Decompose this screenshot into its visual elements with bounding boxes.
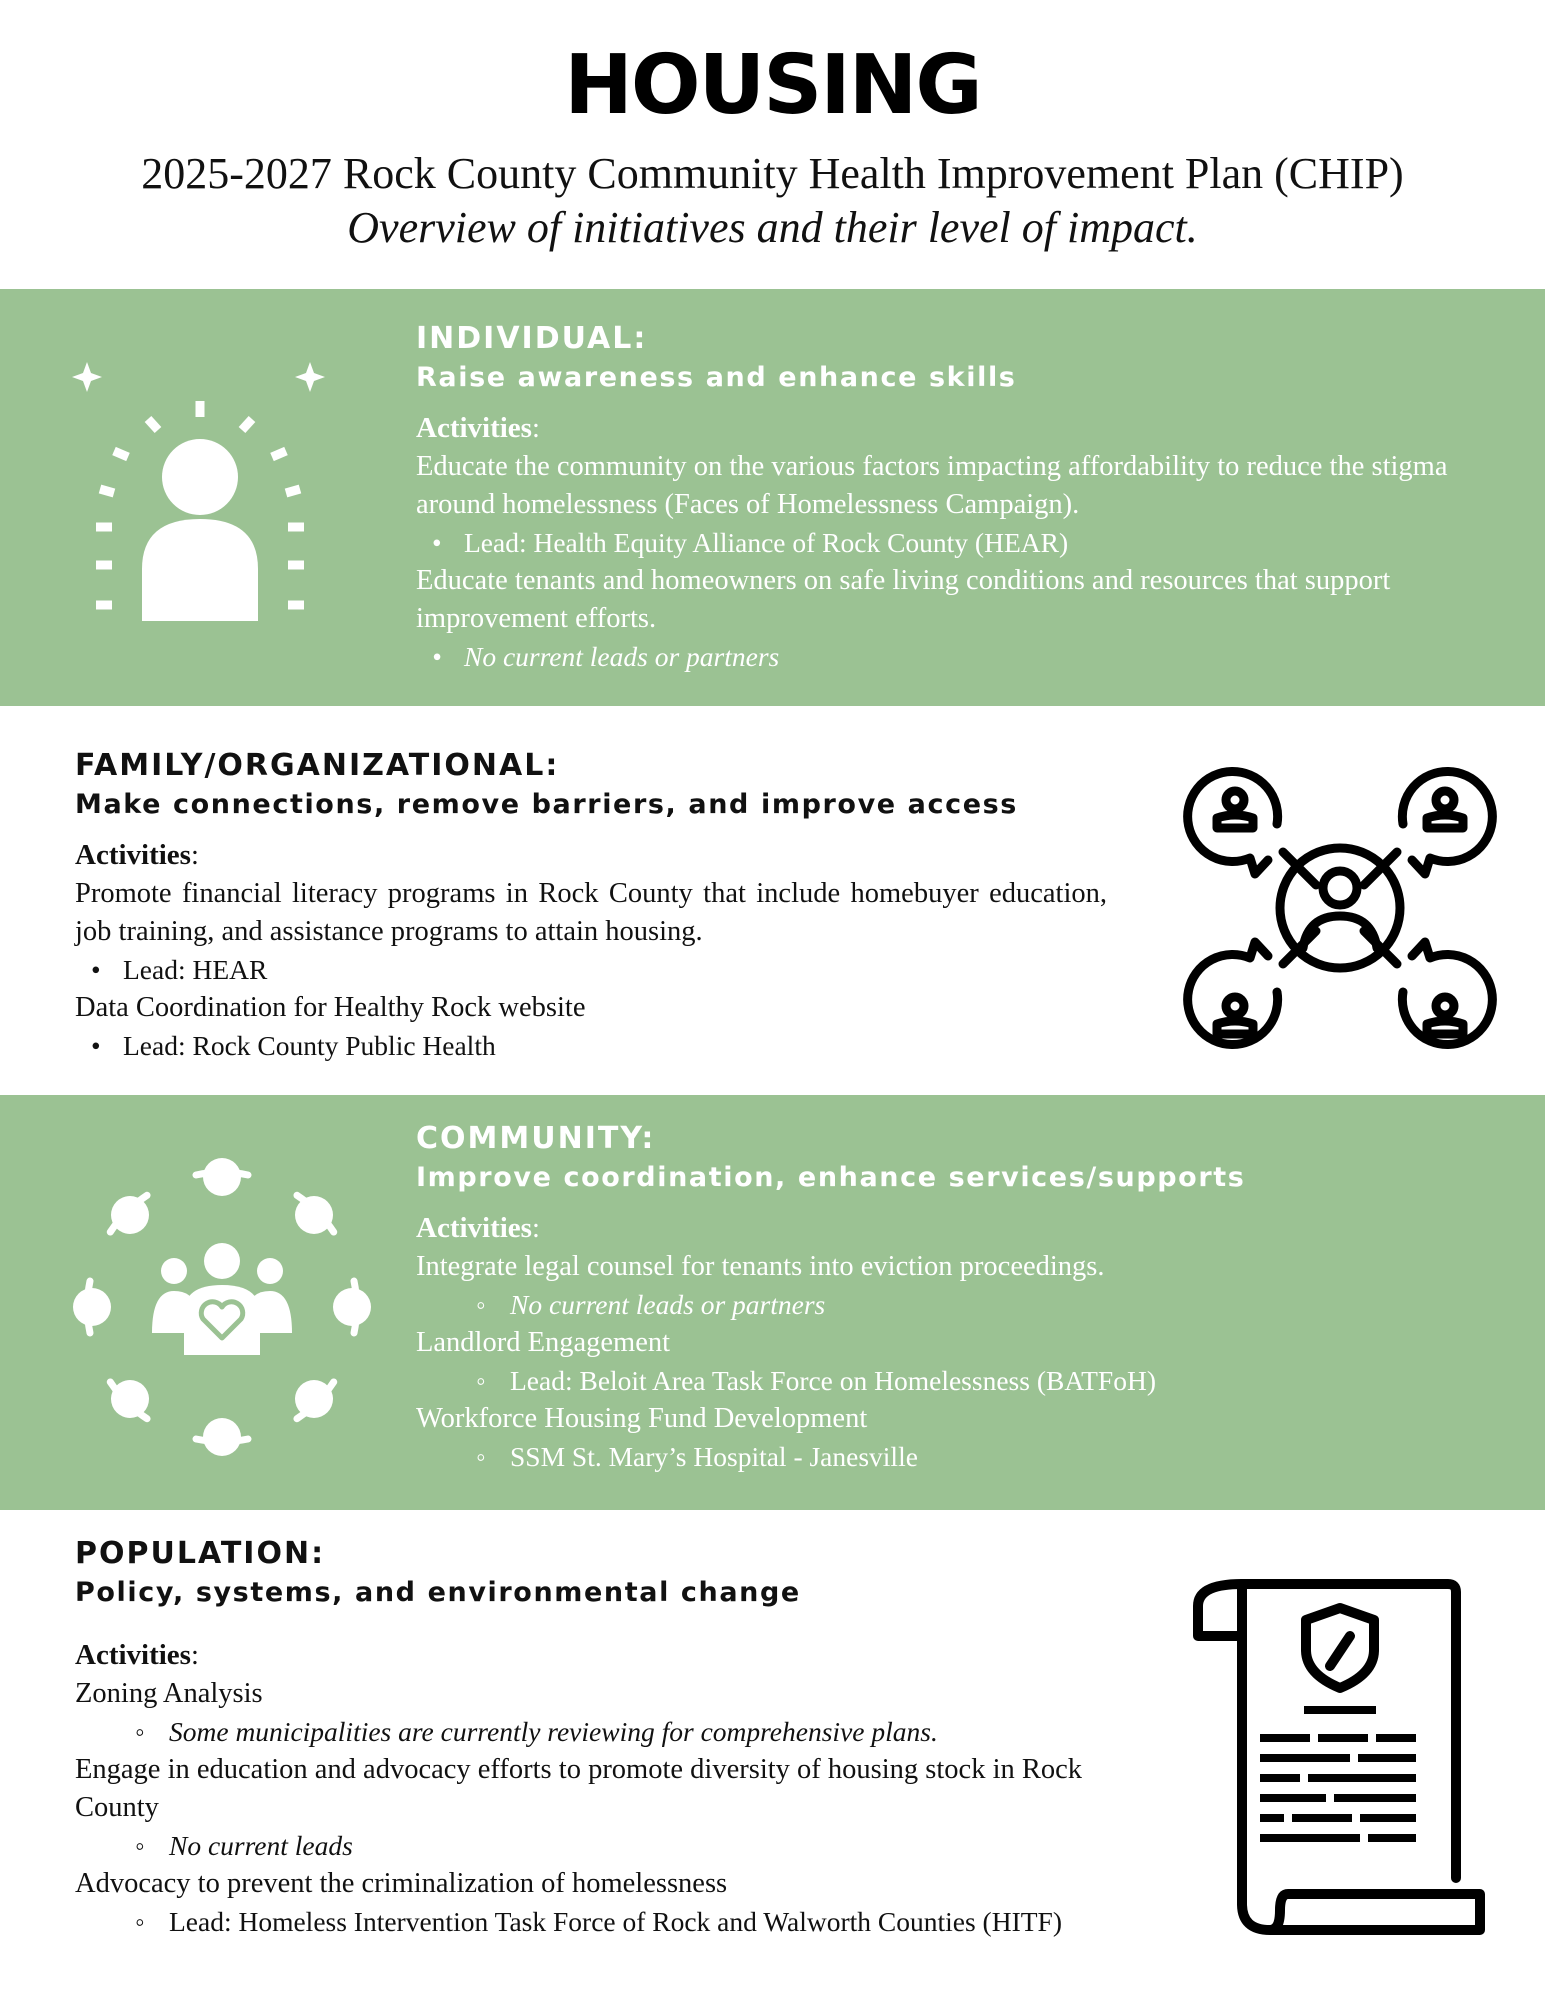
individual-activity-2-lead: • No current leads or partners [416, 638, 1466, 676]
community-text [416, 1119, 1496, 1476]
section-community [0, 1095, 1545, 1510]
population-activities-heading [75, 1636, 1175, 1675]
population-level: POPULATION: [75, 1536, 326, 1571]
community-activity-2: Landlord Engagement [416, 1327, 671, 1358]
page-header [0, 0, 1545, 255]
population-activity-3: Advocacy to prevent the criminalization of homelessness [75, 1868, 728, 1899]
community-level: COMMUNITY: [416, 1121, 656, 1156]
community-activity-3-lead: ◦ SSM St. Mary’s Hospital - Janesville [416, 1438, 1496, 1476]
section-individual [0, 289, 1545, 706]
section-family-organizational [0, 706, 1545, 1095]
section-population [0, 1510, 1545, 2000]
family-goal: Make connections, remove barriers, and improve access [75, 789, 1018, 820]
people-network-icon [1180, 748, 1500, 1068]
community-activities-heading [416, 1209, 1496, 1248]
individual-activities-colon: : [531, 413, 540, 444]
family-activity-2: Data Coordination for Healthy Rock website [75, 992, 586, 1023]
family-activity-1: Promote financial literacy programs in Rock County that include homebuyer education, job training, and assistance programs to attain housing. [75, 878, 1107, 947]
page-subtitle: 2025-2027 Rock County Community Health Improvement Plan (CHIP) [141, 149, 1404, 198]
individual-level: INDIVIDUAL: [416, 321, 648, 356]
community-activities-label: Activities [416, 1212, 532, 1244]
community-activities-colon: : [531, 1213, 540, 1244]
individual-activities-heading [416, 409, 1466, 448]
population-activity-1: Zoning Analysis [75, 1678, 263, 1709]
policy-scroll-shield-icon [1190, 1578, 1490, 1938]
individual-goal: Raise awareness and enhance skills [416, 362, 1017, 393]
population-activities-label: Activities [75, 1639, 191, 1671]
page-title: HOUSING [564, 38, 981, 133]
population-goal: Policy, systems, and environmental change [75, 1577, 801, 1608]
community-activity-1: Integrate legal counsel for tenants into eviction proceedings. [416, 1251, 1105, 1282]
family-level: FAMILY/ORGANIZATIONAL: [75, 748, 560, 783]
community-goal: Improve coordination, enhance services/supports [416, 1162, 1246, 1193]
population-activity-1-lead: ◦ Some municipalities are currently reviewing for comprehensive plans. [75, 1713, 1175, 1751]
family-activities-label: Activities [75, 839, 191, 871]
family-activity-2-lead: • Lead: Rock County Public Health [75, 1027, 1107, 1065]
individual-activity-1: Educate the community on the various factors impacting affordability to reduce the stigma around homelessness (Faces of Homelessness Campaign). [416, 451, 1448, 520]
community-activity-3: Workforce Housing Fund Development [416, 1403, 868, 1434]
individual-activities-label: Activities [416, 412, 532, 444]
population-activities-colon: : [190, 1640, 199, 1671]
population-text [75, 1534, 1175, 1941]
person-spotlight-icon [60, 359, 340, 639]
family-activities-heading [75, 836, 1107, 875]
family-activities-colon: : [190, 840, 199, 871]
individual-activity-1-lead: • Lead: Health Equity Alliance of Rock County (HEAR) [416, 524, 1466, 562]
community-circle-heart-icon [72, 1157, 372, 1457]
population-activity-3-lead: ◦ Lead: Homeless Intervention Task Force of Rock and Walworth Counties (HITF) [75, 1903, 1175, 1941]
community-activity-2-lead: ◦ Lead: Beloit Area Task Force on Homelessness (BATFoH) [416, 1362, 1496, 1400]
individual-activity-2: Educate tenants and homeowners on safe living conditions and resources that support improvement efforts. [416, 565, 1391, 634]
family-text [75, 746, 1107, 1065]
individual-text [416, 319, 1466, 676]
population-activity-2: Engage in education and advocacy efforts to promote diversity of housing stock in Rock County [75, 1754, 1083, 1823]
community-activity-1-lead: ◦ No current leads or partners [416, 1286, 1496, 1324]
page-tagline: Overview of initiatives and their level of impact. [347, 203, 1198, 252]
population-activity-2-lead: ◦ No current leads [75, 1827, 1175, 1865]
family-activity-1-lead: • Lead: HEAR [75, 951, 1107, 989]
